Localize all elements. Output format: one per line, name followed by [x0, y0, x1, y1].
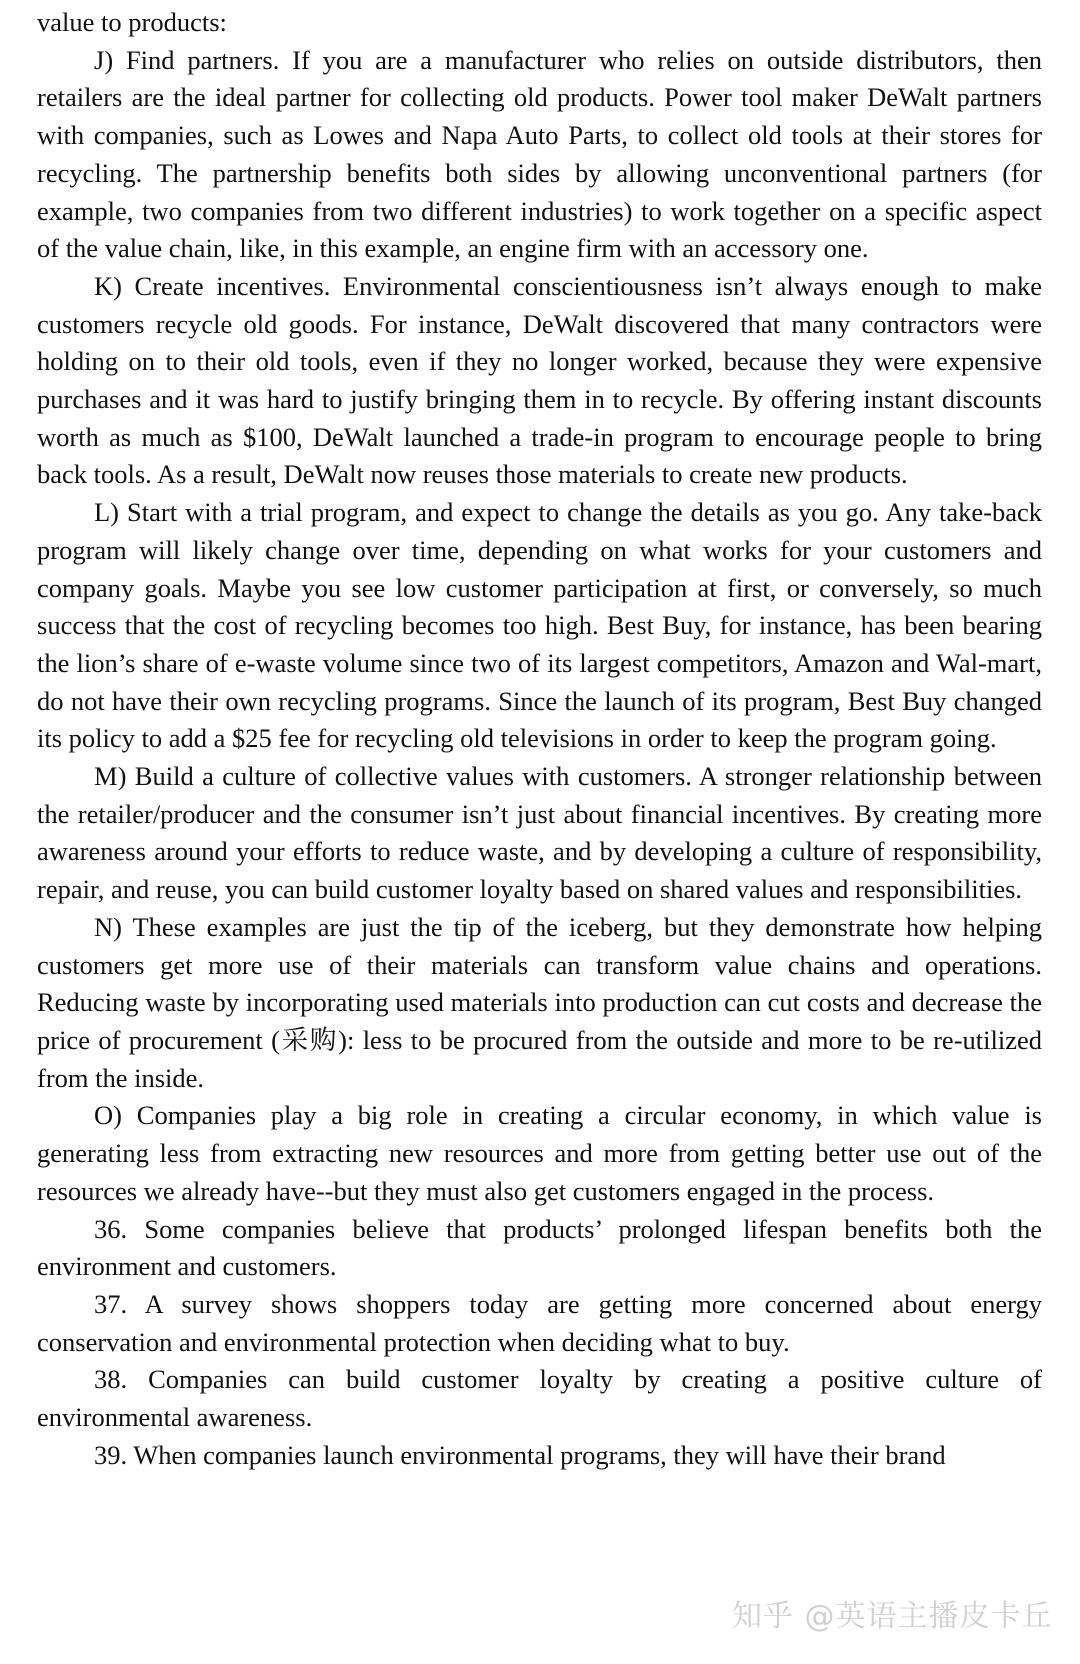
paragraph-j-find-partners: J) Find partners. If you are a manufacturer who relies on outside distributors, then retailers are the ideal partner for collecting old products. Power tool maker DeWalt partners with companies, such as Lowes and Napa Auto Parts, to collect old tools at their stores for recycling. The partnership benefits both sides by allowing unconventional partners (for example, two companies from two different industries) to work together on a specific aspect of the value chain, like, in this example, an engine firm with an accessory one.	[37, 44, 1042, 264]
watermark-text: 知乎 @英语主播皮卡丘	[732, 1599, 1053, 1634]
paragraph-l-trial-program: L) Start with a trial program, and expect to change the details as you go. Any take-back program will likely change over time, depending on what works for your customers and company goals. Maybe you see low customer participation at first, or conversely, so much success that the cost of recycling becomes too high. Best Buy, for instance, has been bearing the lion’s share of e-waste volume since two of its largest competitors, Amazon and Wal-mart, do not have their own recycling programs. Since the launch of its program, Best Buy changed its policy to add a $25 fee for recycling old televisions in order to keep the program going.	[37, 497, 1042, 754]
question-37: 37. A survey shows shoppers today are getting more concerned about energy conservation and environmental protection when deciding what to buy.	[37, 1288, 1042, 1357]
question-39: 39. When companies launch environmental programs, they will have their brand	[94, 1439, 946, 1470]
paragraph-m-collective-values: M) Build a culture of collective values with customers. A stronger relationship between the retailer/producer and the consumer isn’t just about financial incentives. By creating more awareness around your efforts to reduce waste, and by developing a culture of responsibility, repair, and reuse, you can build customer loyalty based on shared values and responsibilities.	[37, 761, 1042, 905]
document-body	[37, 4, 1042, 1474]
question-38: 38. Companies can build customer loyalty by creating a positive culture of environmental awareness.	[37, 1364, 1042, 1433]
question-36: 36. Some companies believe that products’ prolonged lifespan benefits both the environment and customers.	[37, 1213, 1042, 1282]
paragraph-k-create-incentives: K) Create incentives. Environmental conscientiousness isn’t always enough to make customers recycle old goods. For instance, DeWalt discovered that many contractors were holding on to their old tools, even if they no longer worked, because they were expensive purchases and it was hard to justify bringing them in to recycle. By offering instant discounts worth as much as $100, DeWalt launched a trade-in program to encourage people to bring back tools. As a result, DeWalt now reuses those materials to create new products.	[37, 270, 1042, 490]
paragraph-o-circular-economy: O) Companies play a big role in creating a circular economy, in which value is generating less from extracting new resources and more from getting better use out of the resources we already have--but they must also get customers engaged in the process.	[37, 1100, 1042, 1206]
paragraph-n-tip-of-iceberg: N) These examples are just the tip of the iceberg, but they demonstrate how helping customers get more use of their materials can transform value chains and operations. Reducing waste by incorporating used materials into production can cut costs and decrease the price of procurement (采购): less to be procured from the outside and more to be re-utilized from the inside.	[37, 911, 1042, 1093]
paragraph-lead: value to products:	[37, 7, 227, 37]
